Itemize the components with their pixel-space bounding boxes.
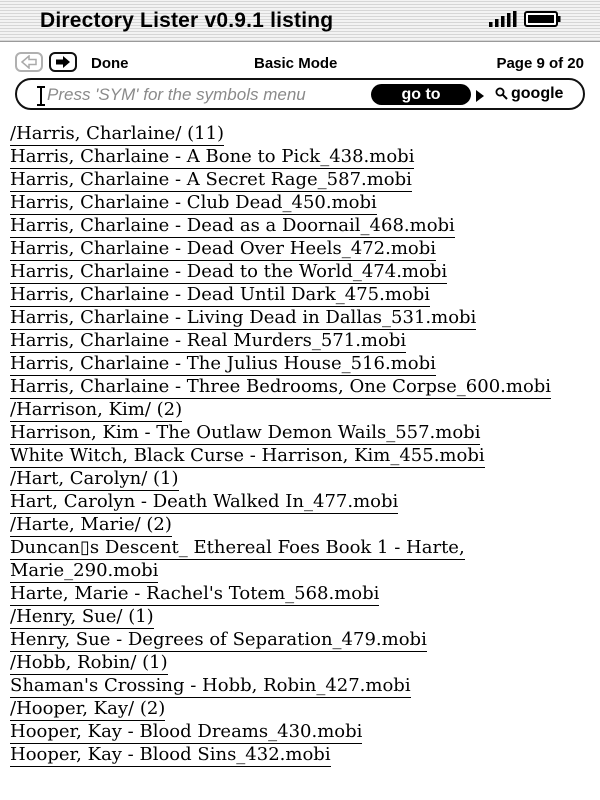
list-item [10, 582, 570, 605]
list-item [10, 743, 570, 766]
file-link[interactable]: Shaman's Crossing - Hobb, Robin_427.mobi [10, 675, 411, 696]
folder-link[interactable]: /Hobb, Robin/ (1) [10, 652, 168, 673]
file-link[interactable]: Hooper, Kay - Blood Sins_432.mobi [10, 744, 331, 765]
back-button[interactable] [15, 52, 43, 72]
mode-toggle[interactable]: Basic Mode [254, 55, 338, 72]
magnifier-icon [495, 87, 508, 100]
list-item [10, 674, 570, 697]
list-item [10, 513, 570, 536]
nav-bar [0, 50, 600, 76]
list-item [10, 352, 570, 375]
list-item [10, 398, 570, 421]
google-label: google [511, 85, 564, 102]
back-arrow-icon [21, 55, 37, 69]
list-item [10, 122, 570, 145]
search-input[interactable] [47, 84, 347, 106]
list-item [10, 283, 570, 306]
list-item [10, 467, 570, 490]
file-link[interactable]: Harris, Charlaine - Three Bedrooms, One Corpse_600.mobi [10, 376, 552, 397]
done-button[interactable]: Done [91, 55, 129, 72]
list-item [10, 651, 570, 674]
file-link[interactable]: White Witch, Black Curse - Harrison, Kim_455.mobi [10, 445, 485, 466]
file-link[interactable]: Duncan▯s Descent_ Ethereal Foes Book 1 - Harte, Marie_290.mobi [10, 537, 465, 581]
file-link[interactable]: Harris, Charlaine - Dead Until Dark_475.mobi [10, 284, 431, 305]
list-item [10, 490, 570, 513]
list-item [10, 628, 570, 651]
list-item [10, 329, 570, 352]
folder-link[interactable]: /Hooper, Kay/ (2) [10, 698, 166, 719]
file-link[interactable]: Harris, Charlaine - Club Dead_450.mobi [10, 192, 377, 213]
list-item [10, 168, 570, 191]
list-item [10, 237, 570, 260]
battery-icon [524, 11, 562, 32]
list-item [10, 605, 570, 628]
google-search-button[interactable] [495, 85, 563, 103]
forward-arrow-icon [55, 55, 71, 69]
file-link[interactable]: Harris, Charlaine - Dead as a Doornail_468.mobi [10, 215, 455, 236]
file-link[interactable]: Harris, Charlaine - A Bone to Pick_438.mobi [10, 146, 415, 167]
list-item [10, 191, 570, 214]
list-item [10, 260, 570, 283]
go-to-button[interactable]: go to [371, 84, 471, 105]
window-title: Directory Lister v0.9.1 listing [40, 9, 334, 32]
forward-button[interactable] [49, 52, 77, 72]
folder-link[interactable]: /Harte, Marie/ (2) [10, 514, 172, 535]
page-indicator: Page 9 of 20 [496, 55, 584, 72]
file-link[interactable]: Hart, Carolyn - Death Walked In_477.mobi [10, 491, 399, 512]
folder-link[interactable]: /Harrison, Kim/ (2) [10, 399, 183, 420]
title-bar [0, 0, 600, 42]
list-item [10, 697, 570, 720]
list-item [10, 214, 570, 237]
list-item [10, 306, 570, 329]
list-item [10, 145, 570, 168]
file-link[interactable]: Harris, Charlaine - Living Dead in Dallas_531.mobi [10, 307, 477, 328]
list-item [10, 421, 570, 444]
file-link[interactable]: Harrison, Kim - The Outlaw Demon Wails_557.mobi [10, 422, 481, 443]
text-cursor-icon [40, 86, 42, 106]
search-bar [15, 78, 585, 110]
file-link[interactable]: Hooper, Kay - Blood Dreams_430.mobi [10, 721, 363, 742]
file-link[interactable]: Harris, Charlaine - The Julius House_516.mobi [10, 353, 436, 374]
list-item [10, 375, 570, 398]
list-item [10, 444, 570, 467]
folder-link[interactable]: /Harris, Charlaine/ (11) [10, 123, 225, 144]
file-link[interactable]: Harris, Charlaine - Dead Over Heels_472.mobi [10, 238, 437, 259]
file-link[interactable]: Harte, Marie - Rachel's Totem_568.mobi [10, 583, 380, 604]
file-link[interactable]: Harris, Charlaine - Real Murders_571.mobi [10, 330, 407, 351]
folder-link[interactable]: /Hart, Carolyn/ (1) [10, 468, 179, 489]
file-link[interactable]: Harris, Charlaine - A Secret Rage_587.mobi [10, 169, 412, 190]
signal-bars-icon [489, 11, 519, 32]
file-listing [10, 122, 570, 766]
file-link[interactable]: Henry, Sue - Degrees of Separation_479.mobi [10, 629, 427, 650]
folder-link[interactable]: /Henry, Sue/ (1) [10, 606, 154, 627]
arrow-right-icon [476, 89, 484, 107]
file-link[interactable]: Harris, Charlaine - Dead to the World_474.mobi [10, 261, 448, 282]
list-item [10, 720, 570, 743]
list-item [10, 536, 570, 582]
